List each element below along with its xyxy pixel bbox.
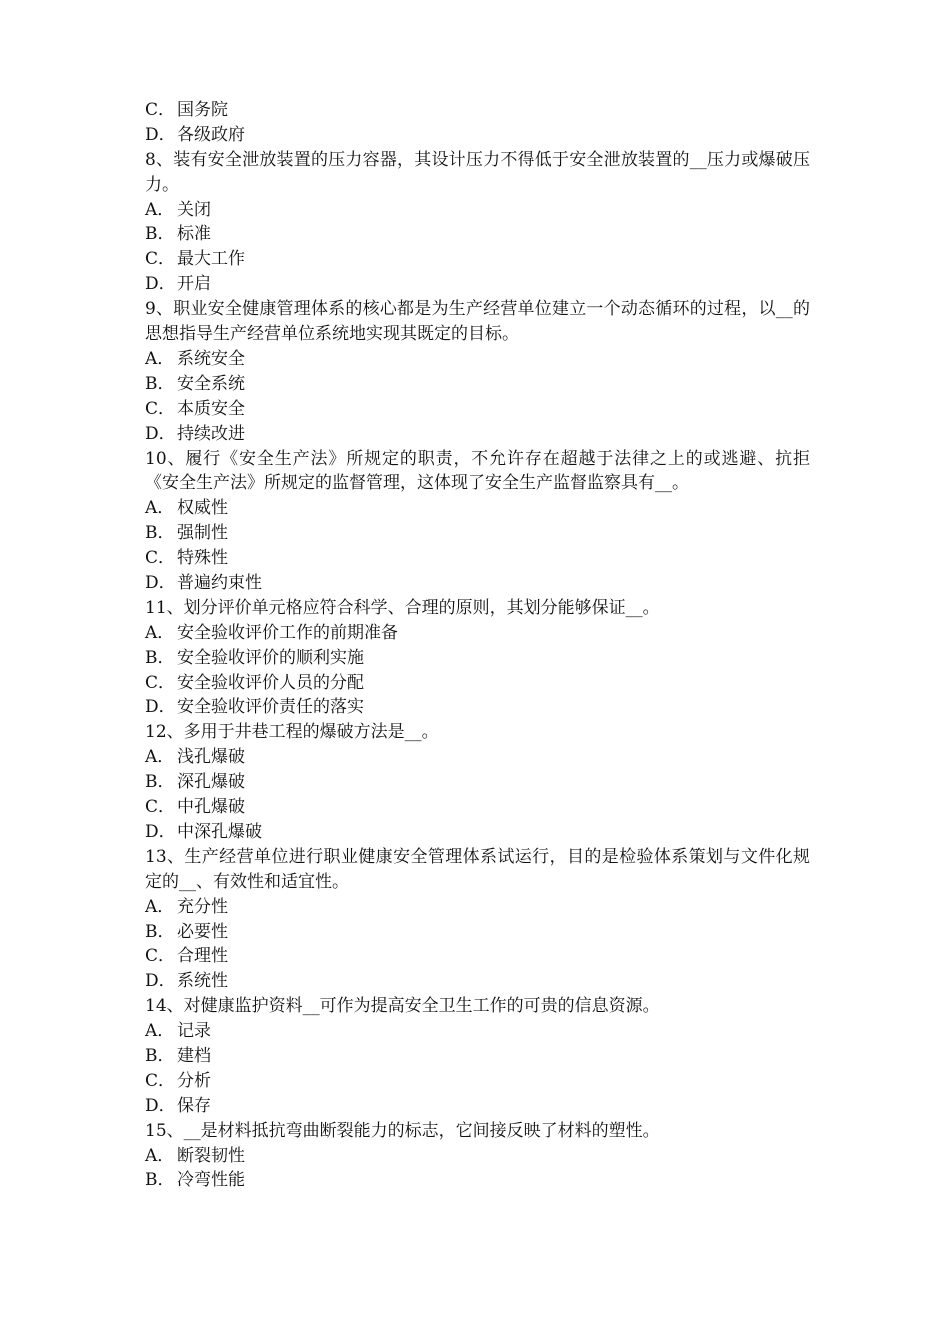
option-letter: B． (145, 921, 175, 942)
option-line (145, 546, 810, 571)
question-text: 10、履行《安全生产法》所规定的职责，不允许存在超越于法律之上的或逃避、抗拒《安全生产法》所规定的监督管理，这体现了安全生产监督监察具有__。 (145, 448, 810, 494)
option-text: 特殊性 (177, 548, 228, 569)
option-line (145, 397, 810, 422)
option-line (145, 1144, 810, 1169)
option-text: 安全验收评价责任的落实 (177, 697, 364, 718)
option-letter: B． (145, 224, 175, 245)
option-letter: B． (145, 772, 175, 793)
option-text: 安全验收评价工作的前期准备 (177, 622, 398, 643)
option-text: 系统性 (177, 971, 228, 992)
option-letter: A． (145, 622, 175, 643)
option-line (145, 1044, 810, 1069)
option-text: 记录 (177, 1021, 211, 1042)
option-line (145, 571, 810, 596)
option-text: 安全系统 (177, 373, 245, 394)
option-line (145, 372, 810, 397)
option-text: 各级政府 (177, 124, 245, 145)
option-line (145, 198, 810, 223)
question-block (145, 720, 810, 844)
question-text: 13、生产经营单位进行职业健康安全管理体系试运行，目的是检验体系策划与文件化规定的__、有效性和适宜性。 (145, 846, 810, 892)
document-content (145, 98, 810, 1193)
option-text: 深孔爆破 (177, 772, 245, 793)
option-letter: D． (145, 274, 176, 295)
option-letter: D． (145, 697, 176, 718)
option-letter: B． (145, 647, 175, 668)
option-letter: C． (145, 249, 176, 270)
question-block (145, 148, 810, 297)
option-letter: C． (145, 1070, 176, 1091)
option-text: 持续改进 (177, 423, 245, 444)
option-text: 国务院 (177, 100, 228, 120)
option-text: 关闭 (177, 199, 211, 220)
question-text: 14、对健康监护资料__可作为提高安全卫生工作的可贵的信息资源。 (145, 996, 660, 1017)
option-letter: D． (145, 573, 176, 594)
option-text: 系统安全 (177, 348, 245, 369)
option-letter: B． (145, 1170, 175, 1191)
option-letter: A． (145, 199, 175, 220)
question-block (145, 994, 810, 1118)
option-letter: B． (145, 373, 175, 394)
option-text: 普遍约束性 (177, 573, 262, 594)
option-line (145, 1069, 810, 1094)
option-letter: C． (145, 797, 176, 818)
option-letter: D． (145, 971, 176, 992)
option-letter: A． (145, 747, 175, 768)
option-line (145, 98, 810, 123)
option-line (145, 770, 810, 795)
question-block (145, 447, 810, 596)
question-block (145, 297, 810, 446)
question-text: 8、装有安全泄放装置的压力容器，其设计压力不得低于安全泄放装置的__压力或爆破压力。 (145, 149, 810, 195)
option-line (145, 969, 810, 994)
option-text: 冷弯性能 (177, 1170, 245, 1191)
option-text: 充分性 (177, 896, 228, 917)
option-letter: D． (145, 821, 176, 842)
option-letter: B． (145, 523, 175, 544)
option-text: 安全验收评价人员的分配 (177, 672, 364, 693)
question-text: 15、__是材料抵抗弯曲断裂能力的标志，它间接反映了材料的塑性。 (145, 1120, 660, 1141)
option-line (145, 496, 810, 521)
option-line (145, 621, 810, 646)
option-line (145, 1094, 810, 1119)
option-letter: D． (145, 1095, 176, 1116)
option-text: 断裂韧性 (177, 1145, 245, 1166)
option-text: 中孔爆破 (177, 797, 245, 818)
option-line (145, 695, 810, 720)
option-letter: A． (145, 498, 175, 519)
option-text: 分析 (177, 1070, 211, 1091)
option-letter: B． (145, 1046, 175, 1067)
option-line (145, 521, 810, 546)
option-letter: C． (145, 548, 176, 569)
option-letter: A． (145, 1021, 175, 1042)
option-line (145, 1019, 810, 1044)
option-text: 中深孔爆破 (177, 821, 262, 842)
option-line (145, 920, 810, 945)
question-block (145, 845, 810, 994)
option-line (145, 944, 810, 969)
option-text: 权威性 (177, 498, 228, 519)
option-letter: C． (145, 398, 176, 419)
option-text: 强制性 (177, 523, 228, 544)
option-line (145, 347, 810, 372)
option-text: 必要性 (177, 921, 228, 942)
option-line (145, 895, 810, 920)
option-line (145, 123, 810, 148)
option-text: 浅孔爆破 (177, 747, 245, 768)
question-block (145, 596, 810, 720)
option-line (145, 222, 810, 247)
option-line (145, 820, 810, 845)
option-text: 合理性 (177, 946, 228, 967)
option-letter: A． (145, 348, 175, 369)
option-line (145, 795, 810, 820)
option-text: 标准 (177, 224, 211, 245)
option-text: 开启 (177, 274, 211, 295)
option-letter: D． (145, 423, 176, 444)
option-letter: C． (145, 946, 176, 967)
option-text: 本质安全 (177, 398, 245, 419)
option-letter: C． (145, 672, 176, 693)
option-letter: C． (145, 100, 176, 120)
option-line (145, 422, 810, 447)
option-line (145, 745, 810, 770)
option-line (145, 247, 810, 272)
option-text: 保存 (177, 1095, 211, 1116)
option-text: 安全验收评价的顺利实施 (177, 647, 364, 668)
option-line (145, 646, 810, 671)
question-text: 9、职业安全健康管理体系的核心都是为生产经营单位建立一个动态循环的过程，以__的思想指导生产经营单位系统地实现其既定的目标。 (145, 299, 810, 345)
question-text: 11、划分评价单元格应符合科学、合理的原则，其划分能够保证__。 (145, 597, 660, 618)
option-letter: A． (145, 1145, 175, 1166)
option-line (145, 671, 810, 696)
option-text: 最大工作 (177, 249, 245, 270)
option-line (145, 272, 810, 297)
option-line (145, 1168, 810, 1193)
option-text: 建档 (177, 1046, 211, 1067)
option-letter: D． (145, 124, 176, 145)
question-block (145, 1119, 810, 1194)
option-letter: A． (145, 896, 175, 917)
question-text: 12、多用于井巷工程的爆破方法是__。 (145, 722, 439, 743)
